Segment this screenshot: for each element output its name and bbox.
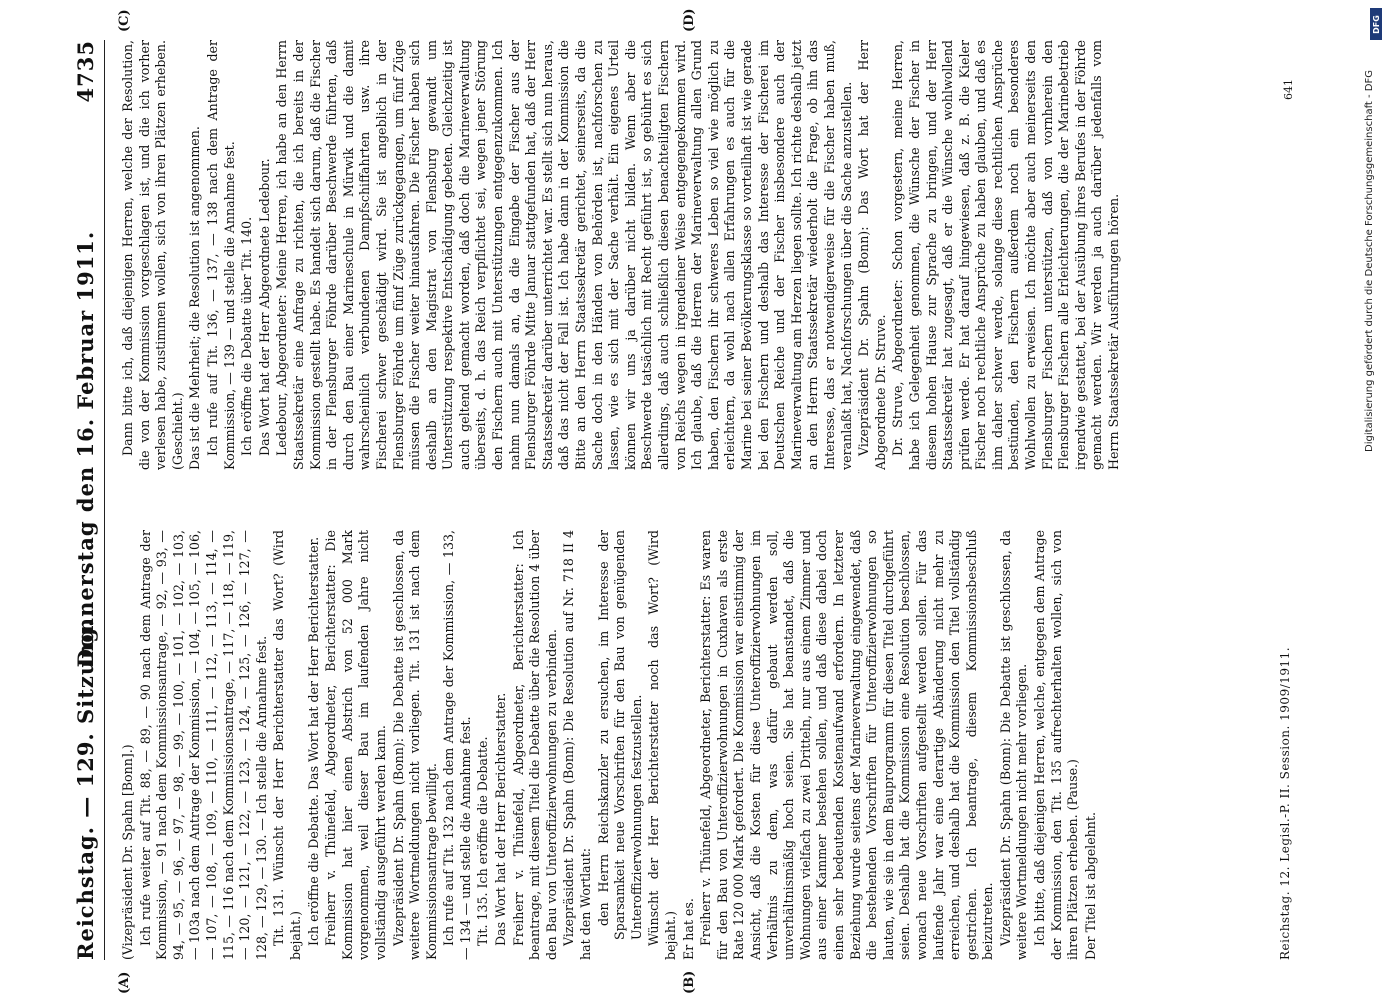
paragraph: Freiherr v. Thünefeld, Abgeordneter, Berichterstatter: Die Kommission hat hier einen Abstrich von 52 000 Mark vorgenommen, weil dieser Bau im laufenden Jahre nicht vollständig ausgeführt werden kann. — [323, 530, 388, 960]
paragraph: Vizepräsident Dr. Spahn (Bonn): Die Resolution auf Nr. 718 II 4 hat den Wortlaut: — [561, 530, 594, 960]
page-number: 4735 — [73, 40, 98, 103]
rotated-newspaper-page — [42, 0, 1342, 1000]
paragraph: Das Wort hat der Herr Abgeordnete Ledebour. — [256, 158, 272, 456]
paragraph: Ich rufe weiter auf Tit. 88, — 89, — 90 nach dem Antrage der Kommission, — 91 nach dem Kommissionsantrage, — 92, — 93, — 94, — 95, — 96, — 97, — 98, — 99, — 100, — 101, — 102, — 103, — 103a nach dem Antrage der Kommission, — 104, — 105, — 106, — 107, — 108, — 109, — 110, — 111, — 112, — 113, — 114, — 115, — 116 nach dem Kommissionsantrage, — 117, — 118, — 119, — 120, — 121, — 122, — 123, — 124, — 125, — 126, — 127, — 128, — 129, — 130. — Ich stelle die Annahme fest. — [137, 530, 269, 960]
paragraph: Wünscht der Herr Berichterstatter noch das Wort? (Wird bejaht.) — [646, 530, 678, 960]
paragraph: Freiherr v. Thünefeld, Abgeordneter, Berichterstatter: Es waren für den Bau von Unteroffizierwohnungen in Cuxhaven als erste Rate 120 000 Mark gefordert. Die Kommission war einstimmig der Ansicht, daß die Kosten für diese Unteroffizierwohnungen im Verhältnis zu dem, was dafür gebaut werden soll, unverhältnismäßig hoch seien. Sie hat beanstandet, daß die Wohnungen vielfach zu zwei Dritteln, nur aus einem Zimmer und aus einer Kammer bestehen sollen, und daß diese dabei doch einen sehr bedeutenden Kostenaufwand erfordern. In letzterer Beziehung wurde seitens der Marineverwaltung eingewendet, daß die bestehenden Vorschriften für Unteroffizierwohnungen so lauten, wie sie in dem Bauprogramm für diesen Titel durchgeführt seien. Deshalb hat die Kommission eine Resolution beschlossen, wonach neue Vorschriften aufgestellt werden sollen. Für das laufende Jahr war eine derartige Abänderung nicht mehr zu erreichen, und deshalb hat die Kommission den Titel vollständig gestrichen. Ich beantrage, diesem Kommissionsbeschluß beizutreten. — [698, 530, 996, 960]
paragraph: Ich eröffne die Debatte. Das Wort hat der Herr Berichterstatter. — [305, 536, 321, 946]
resolution-quote: den Herrn Reichskanzler zu ersuchen, im Interesse der Sparsamkeit neue Vorschriften für den Bau von genügenden Unteroffizierwohnungen festzustellen. — [595, 530, 644, 940]
paragraph: Tit. 131. Wünscht der Herr Berichterstatter das Wort? (Wird bejaht.) — [271, 530, 303, 960]
paragraph: Ich rufe auf Tit. 132 nach dem Antrage der Kommission, — 133, — 134 — und stelle die Annahme fest. — [441, 530, 473, 960]
paragraph: Ich eröffne die Debatte über Tit. 140. — [239, 216, 255, 456]
dfg-logo: DFG — [1370, 8, 1382, 40]
marker-b: (B) — [682, 970, 697, 994]
paragraph: Das ist die Mehrheit; die Resolution ist angenommen. — [187, 126, 203, 470]
page-footer: Reichstag. 12. Legisl.-P. II. Session. 1909/1911. — [1278, 646, 1292, 960]
paragraph: Er hat es. — [680, 898, 696, 960]
speaker-note: (Vizepräsident Dr. Spahn [Bonn].) — [120, 744, 135, 960]
paragraph: Ich rufe auf Tit. 136, — 137, — 138 nach dem Antrage der Kommission, — 139 — und stelle die Annahme fest. — [204, 40, 237, 470]
paragraph: Das Wort hat der Herr Berichterstatter. — [493, 692, 509, 946]
paragraph: Dr. Struve, Abgeordneter: Schon vorgestern, meine Herren, habe ich Gelegenheit genommen, die Wünsche der Fischer in diesem hohen Hause zur Sprache zu bringen, und der Herr Staatssekretär hat zugesagt, daß er die Wünsche wohlwollend prüfen werde. Er hat darauf hingewiesen, daß z. B. die Kieler Fischer noch rechtliche Ansprüche zu haben glauben, und daß es ihm daher schwer werde, solange diese rechtlichen Ansprüche bestünden, den Fischern außerdem noch ein besonderes Wohlwollen zu erweisen. Ich möchte aber auch meinerseits den Flensburger Fischern unterstützen, daß von vornherein den Flensburger Fischern alle Erleichterungen, die der Marinebetrieb irgendwie gestattet, bei der Ausübung ihres Berufes in der Föhrde gemacht werden. Wir werden ja auch darüber jedenfalls vom Herrn Staatssekretär Ausführungen hören. — [890, 40, 1122, 470]
left-column — [120, 530, 1270, 960]
paragraph: Tit. 135. Ich eröffne die Debatte. — [475, 736, 491, 946]
page-code: 641 — [1282, 79, 1295, 100]
paragraph: Vizepräsident Dr. Spahn (Bonn): Das Wort hat der Herr Abgeordnete Dr. Struve. — [856, 40, 888, 470]
paragraph: Ledebour, Abgeordneter: Meine Herren, ich habe an den Herrn Staatssekretär eine Anfrage zu richten, die ich bereits in der Kommission gestellt habe. Es handelt sich darum, daß die Fischer in der Flensburger Föhrde darüber Beschwerde führten, daß durch den Bau einer Marineschule in Mürwik und die damit wahrscheinlich verbundenen Dampfschiffahrten usw. ihre Fischerei schwer geschädigt wird. Sie ist angeblich in der Flensburger Föhrde um fünf Züge zurückgegangen, um fünf Züge müssen die Fischer weiter hinausfahren. Die Fischer haben sich deshalb an den Magistrat von Flensburg gewandt um Unterstützung respektive Entschädigung gebeten. Gleichzeitig ist auch geltend gemacht worden, daß doch die Marineverwaltung überseits, d. h. das Reich verpflichtet sei, wegen jener Störung den Fischern auch mit Unterstützungen entgegenzukommen. Ich nahm nun damals an, da die Eingabe der Fischer aus der Flensburger Föhrde Mitte Januar stattgefunden hat, daß der Herr Staatssekretär darüber unterrichtet war. Es stellt sich nun heraus, daß das nicht der Fall ist. Ich habe dann in der Kommission die Bitte an den Herrn Staatssekretär gerichtet, seinerseits, da die Sache doch in den Händen von Behörden ist, nachforschen zu lassen, wie es sich mit der Sache verhält. Ein eigenes Urteil können wir uns ja darüber nicht bilden. Wenn aber die Beschwerde tatsächlich mit Recht geführt ist, so gebührt es sich allerdings, daß auch schließlich diesen benachteiligten Fischern von Reichs wegen in irgendeiner Weise entgegengekommen wird. Ich glaube, daß die Herren der Marineverwaltung allen Grund haben, den Fischern ihr schweres Leben so viel wie möglich zu erleichtern, da wohl nach allen Erfahrungen es auch für die Marine bei seiner Bevölkerungsklasse so vorteilhaft ist wie gerade bei den Fischern und deshalb das Interesse der Fischerei im Deutschen Reiche und der Fischer insbesondere auch der Marineverwaltung am Herzen liegen sollte. Ich richte deshalb jetzt an den Herrn Staatssekretär wiederholt die Frage, ob ihn das Interesse, das er notwendigerweise für die Fischer haben muß, veranlaßt hat, Nachforschungen über die Sache anzustellen. — [274, 40, 854, 470]
paragraph: Dann bitte ich, daß diejenigen Herren, welche der Resolution, die von der Kommission vorgeschlagen ist, und die ich vorher verlesen habe, zustimmen wollen, sich von ihren Plätzen erheben. (Geschieht.) — [120, 40, 185, 470]
marker-c: (C) — [117, 9, 132, 32]
page-header — [60, 40, 105, 960]
paragraph: Ich bitte, daß diejenigen Herren, welche, entgegen dem Antrage der Kommission, den Tit. 135 aufrechterhalten wollen, sich von ihren Plätzen erheben. (Pause.) — [1032, 530, 1081, 960]
header-right — [73, 40, 98, 667]
header-date: Donnerstag den 16. Februar 1911. — [73, 230, 98, 668]
header-left: Reichstag. — 129. Sitzung. — [73, 618, 98, 960]
marker-a: (A) — [117, 971, 132, 994]
marker-d: (D) — [682, 8, 697, 32]
right-column — [120, 40, 1270, 470]
paragraph: Vizepräsident Dr. Spahn (Bonn): Die Debatte ist geschlossen, da weitere Wortmeldungen nicht vorliegen. Tit. 131 ist nach dem Kommissionsantrage bewilligt. — [390, 530, 439, 960]
paragraph: Freiherr v. Thünefeld, Abgeordneter, Berichterstatter: Ich beantrage, mit diesem Titel die Debatte über die Resolution 4 über den Bau von Unteroffizierwohnungen zu verbinden. — [510, 530, 559, 960]
paragraph: Vizepräsident Dr. Spahn (Bonn): Die Debatte ist geschlossen, da weitere Wortmeldungen nicht mehr vorliegen. — [997, 530, 1030, 960]
digitization-credit: Digitalisierung gefördert durch die Deutsche Forschungsgemeinschaft - DFG — [1364, 70, 1375, 453]
paragraph: Der Titel ist abgelehnt. — [1082, 812, 1098, 960]
